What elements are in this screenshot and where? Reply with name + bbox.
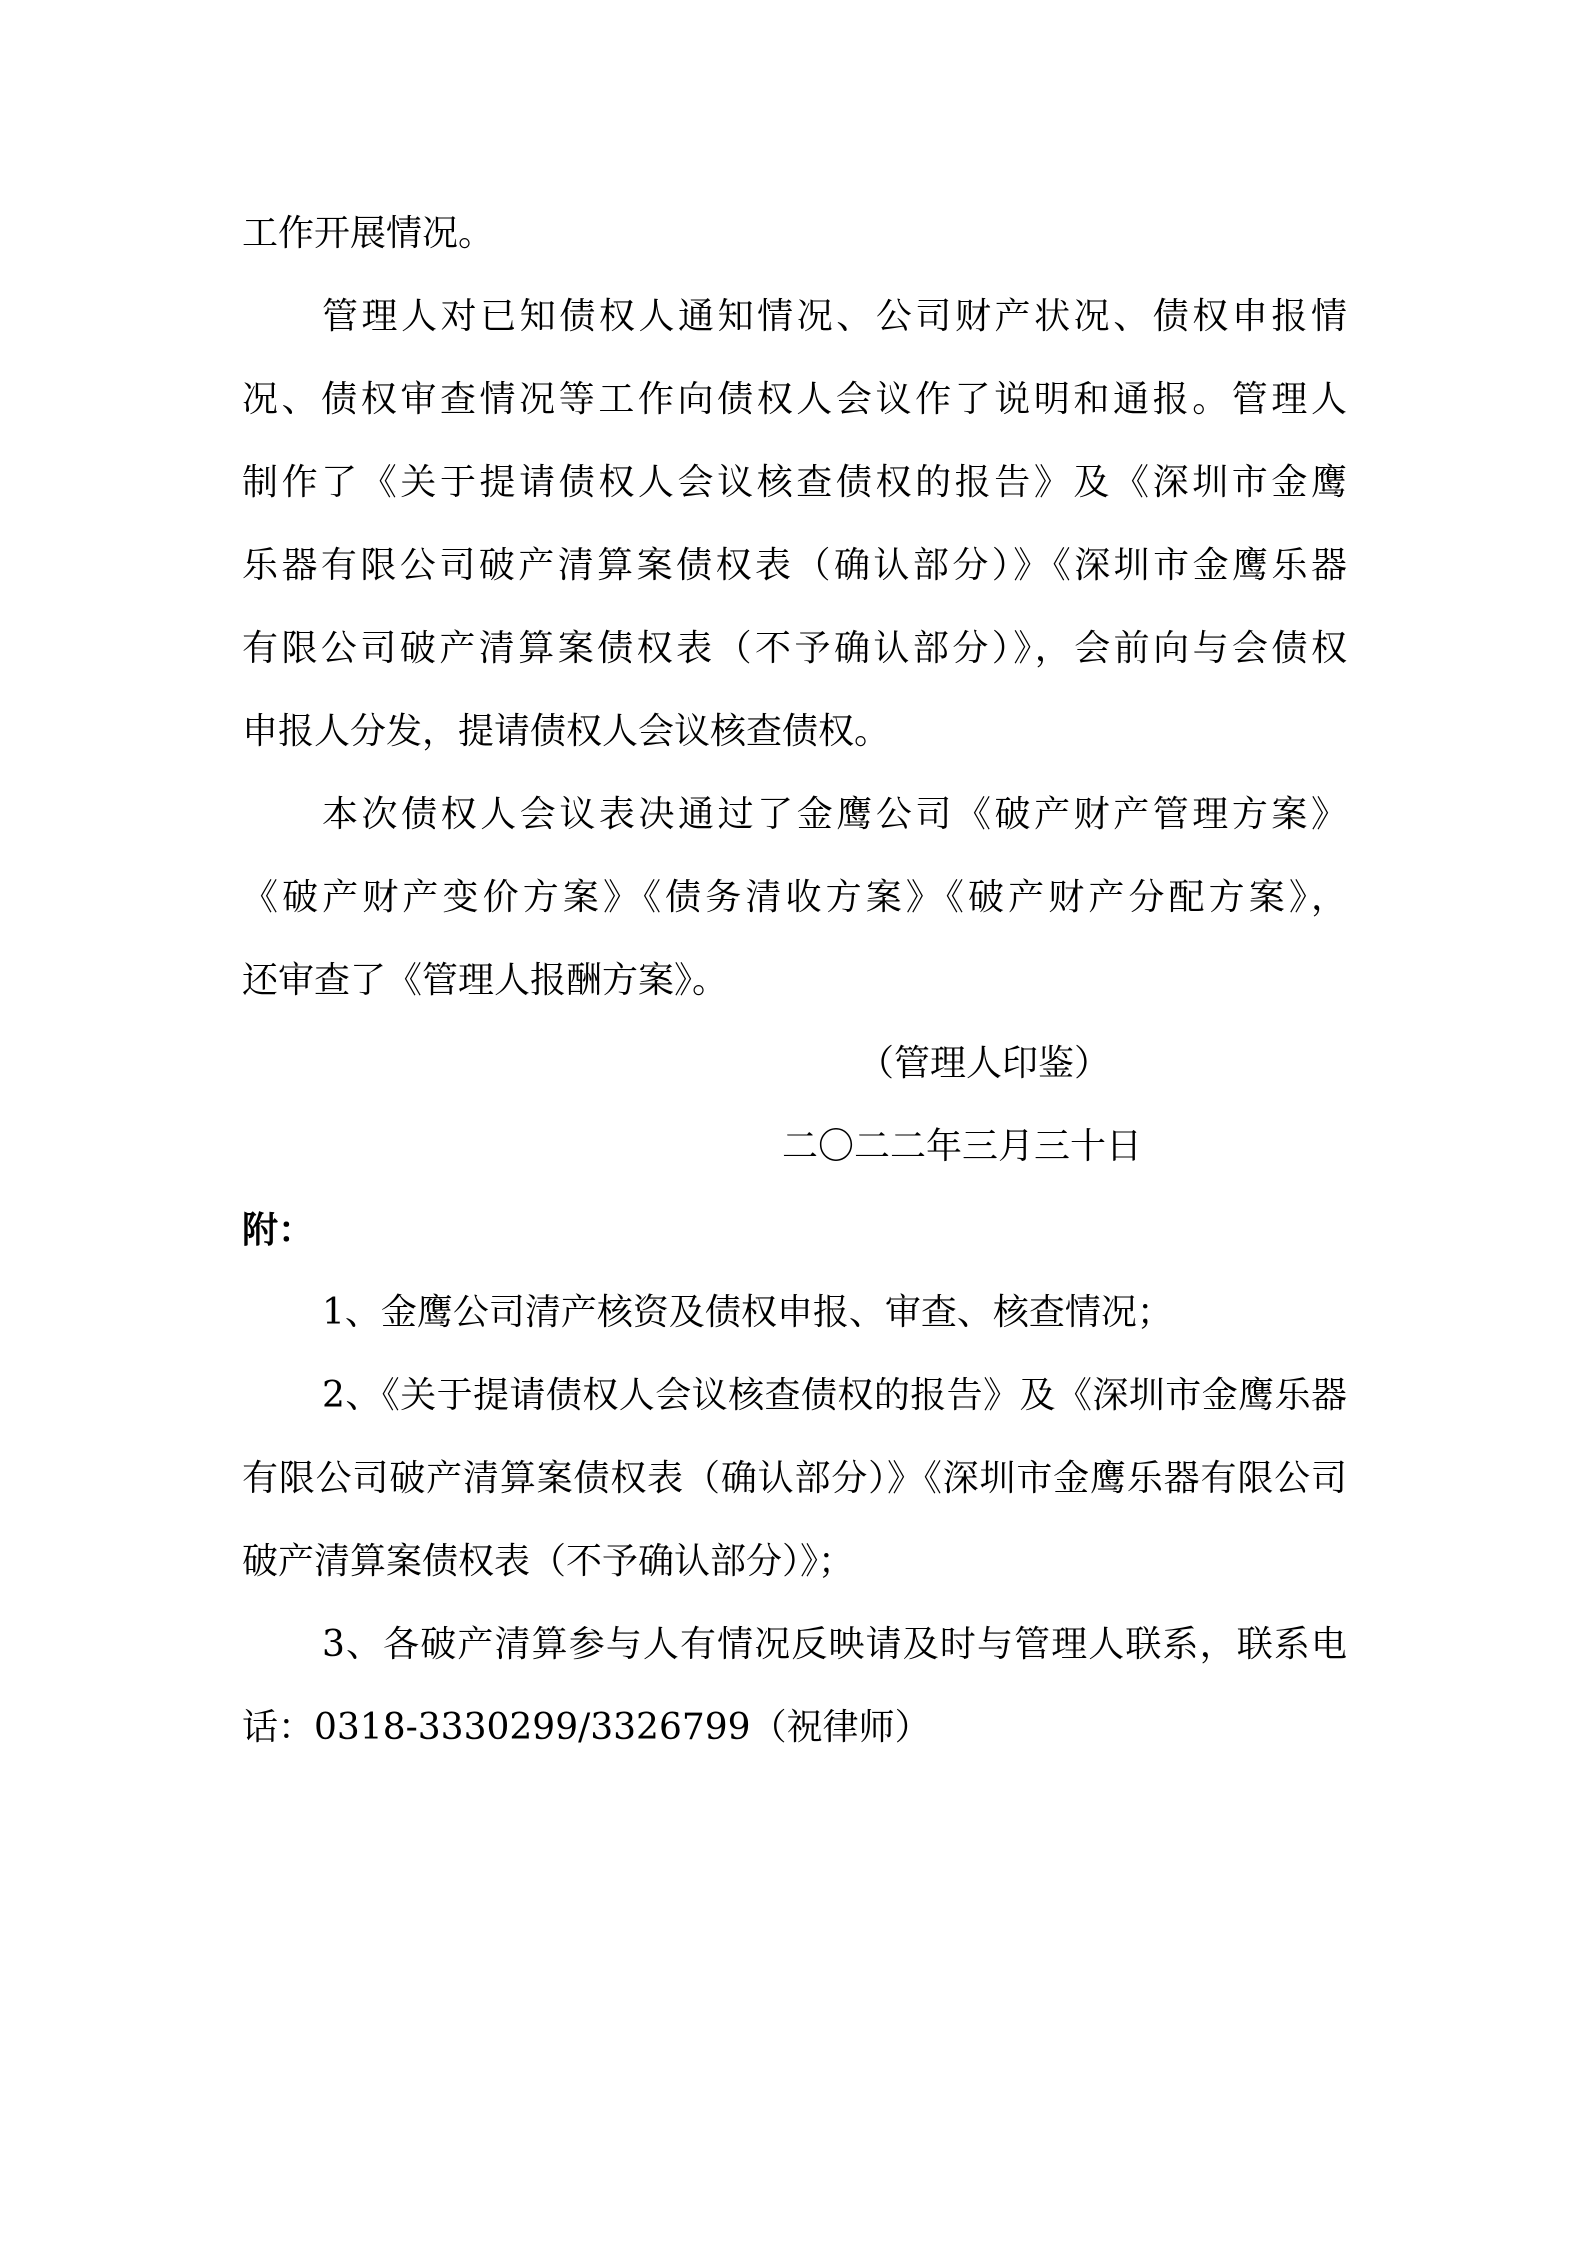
- paragraph-line: 申报人分发，提请债权人会议核查债权。: [242, 711, 891, 752]
- attachment-item-line: 破产清算案债权表（不予确认部分）》；: [242, 1541, 855, 1582]
- paragraph-line: 工作开展情况。: [242, 213, 495, 254]
- paragraph-line: 管理人对已知债权人通知情况、公司财产状况、债权申报情: [322, 296, 1347, 337]
- paragraph-line: 乐器有限公司破产清算案债权表（确认部分）》《深圳市金鹰乐器: [242, 545, 1347, 586]
- contact-phone-line: 话：0318-3330299/3326799（祝律师）: [242, 1707, 931, 1748]
- attachment-item: 3、各破产清算参与人有情况反映请及时与管理人联系，联系电: [322, 1624, 1347, 1665]
- paragraph-line: 《破产财产变价方案》《债务清收方案》《破产财产分配方案》，: [242, 877, 1347, 918]
- attachment-item: 1、金鹰公司清产核资及债权申报、审查、核查情况；: [322, 1292, 1173, 1333]
- attachment-item: 2、《关于提请债权人会议核查债权的报告》及《深圳市金鹰乐器: [322, 1375, 1347, 1416]
- paragraph-line: 制作了《关于提请债权人会议核查债权的报告》及《深圳市金鹰: [242, 462, 1347, 503]
- manager-seal-label: （管理人印鉴）: [858, 1043, 1111, 1084]
- paragraph-line: 有限公司破产清算案债权表（不予确认部分）》，会前向与会债权: [242, 628, 1347, 669]
- document-date: 二〇二二年三月三十日: [782, 1126, 1143, 1167]
- paragraph-line: 本次债权人会议表决通过了金鹰公司《破产财产管理方案》: [322, 794, 1347, 835]
- paragraph-line: 还审查了《管理人报酬方案》。: [242, 960, 729, 1001]
- attachment-item-line: 有限公司破产清算案债权表（确认部分）》《深圳市金鹰乐器有限公司: [242, 1458, 1347, 1499]
- paragraph-line: 况、债权审查情况等工作向债权人会议作了说明和通报。管理人: [242, 379, 1347, 420]
- attachments-heading: 附：: [242, 1209, 315, 1251]
